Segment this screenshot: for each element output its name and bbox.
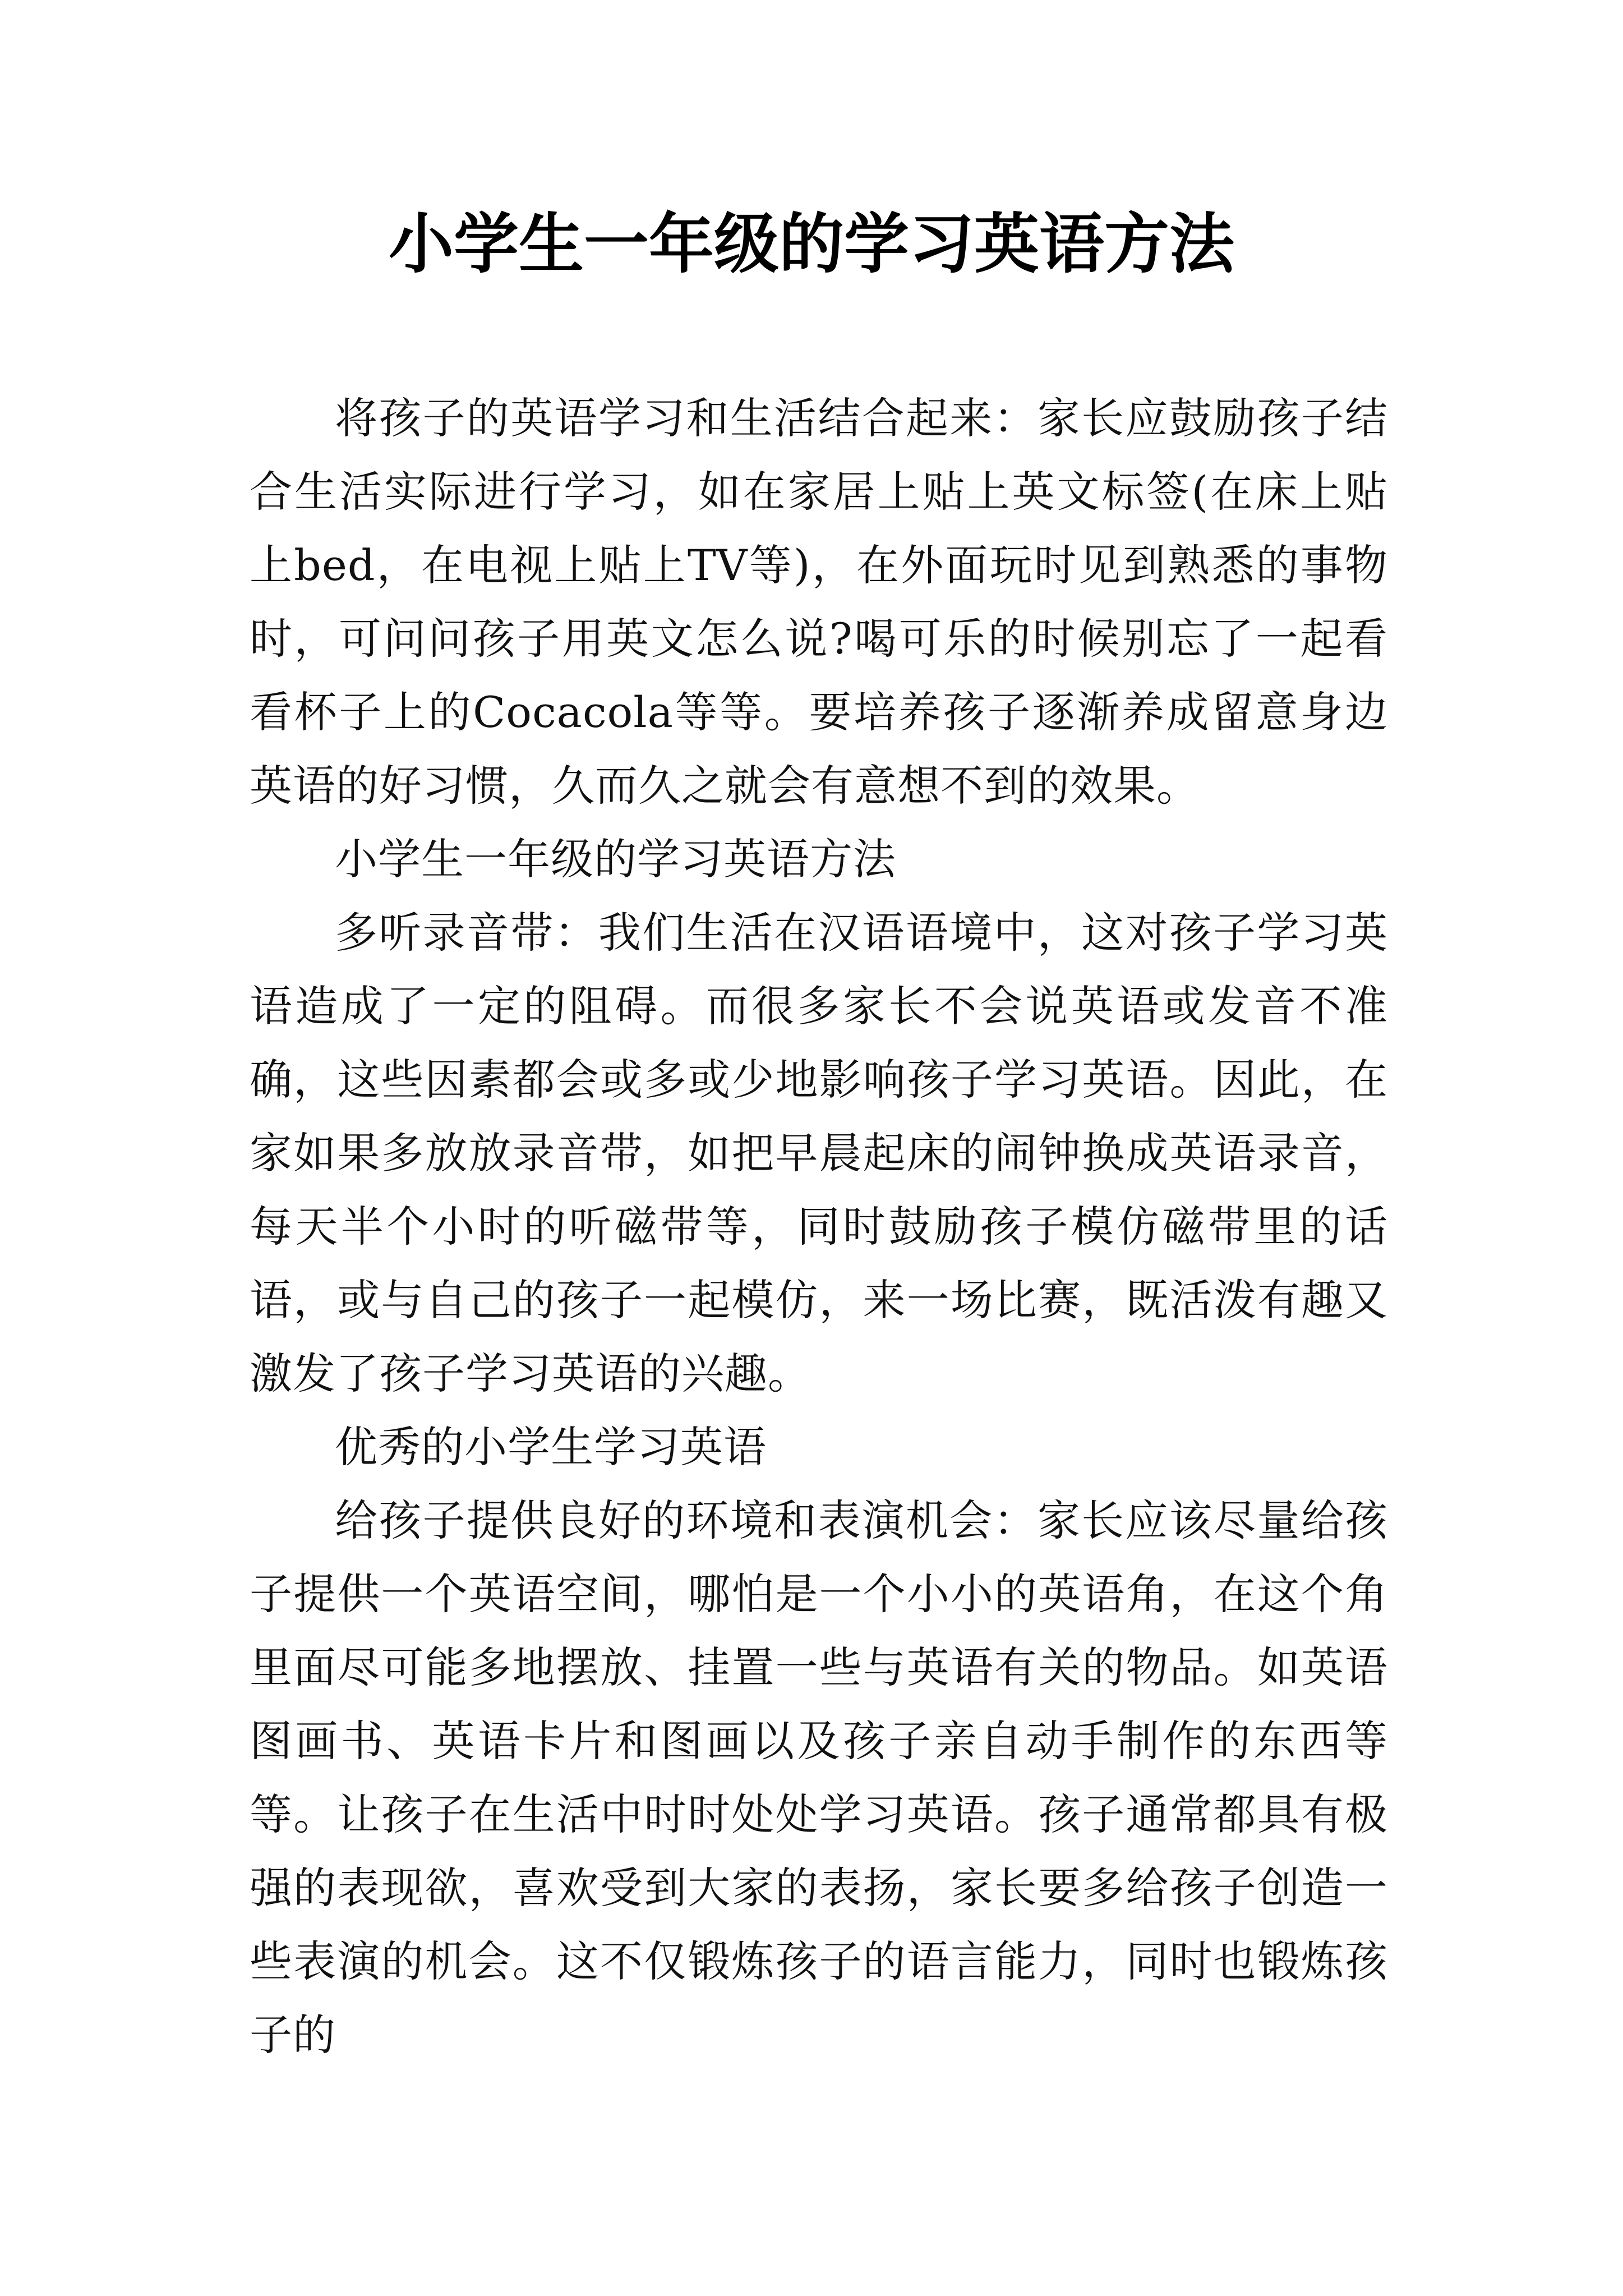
document-title: 小学生一年级的学习英语方法 (389, 206, 1234, 282)
paragraph: 将孩子的英语学习和生活结合起来：家长应鼓励孩子结合生活实际进行学习，如在家居上贴上英文标签(在床上贴上bed，在电视上贴上TV等)，在外面玩时见到熟悉的事物时，可问问孩子用英文怎么说?喝可乐的时候别忘了一起看看杯子上的Cocacola等等。要培养孩子逐渐养成留意身边英语的好习惯，久而久之就会有意想不到的效果。 (250, 393, 1388, 811)
paragraph: 给孩子提供良好的环境和表演机会：家长应该尽量给孩子提供一个英语空间，哪怕是一个小小的英语角，在这个角里面尽可能多地摆放、挂置一些与英语有关的物品。如英语图画书、英语卡片和图画以及孩子亲自动手制作的东西等等。让孩子在生活中时时处处学习英语。孩子通常都具有极强的表现欲，喜欢受到大家的表扬，家长要多给孩子创造一些表演的机会。这不仅锻炼孩子的语言能力，同时也锻炼孩子的 (250, 1496, 1388, 2060)
section-heading: 优秀的小学生学习英语 (335, 1422, 767, 1472)
paragraph: 多听录音带：我们生活在汉语语境中，这对孩子学习英语造成了一定的阻碍。而很多家长不会说英语或发音不准确，这些因素都会或多或少地影响孩子学习英语。因此，在家如果多放放录音带，如把早晨起床的闹钟换成英语录音，每天半个小时的听磁带等，同时鼓励孩子模仿磁带里的话语，或与自己的孩子一起模仿，来一场比赛，既活泼有趣又激发了孩子学习英语的兴趣。 (250, 908, 1388, 1398)
section-heading: 小学生一年级的学习英语方法 (335, 834, 896, 884)
document-body (250, 381, 1388, 2072)
